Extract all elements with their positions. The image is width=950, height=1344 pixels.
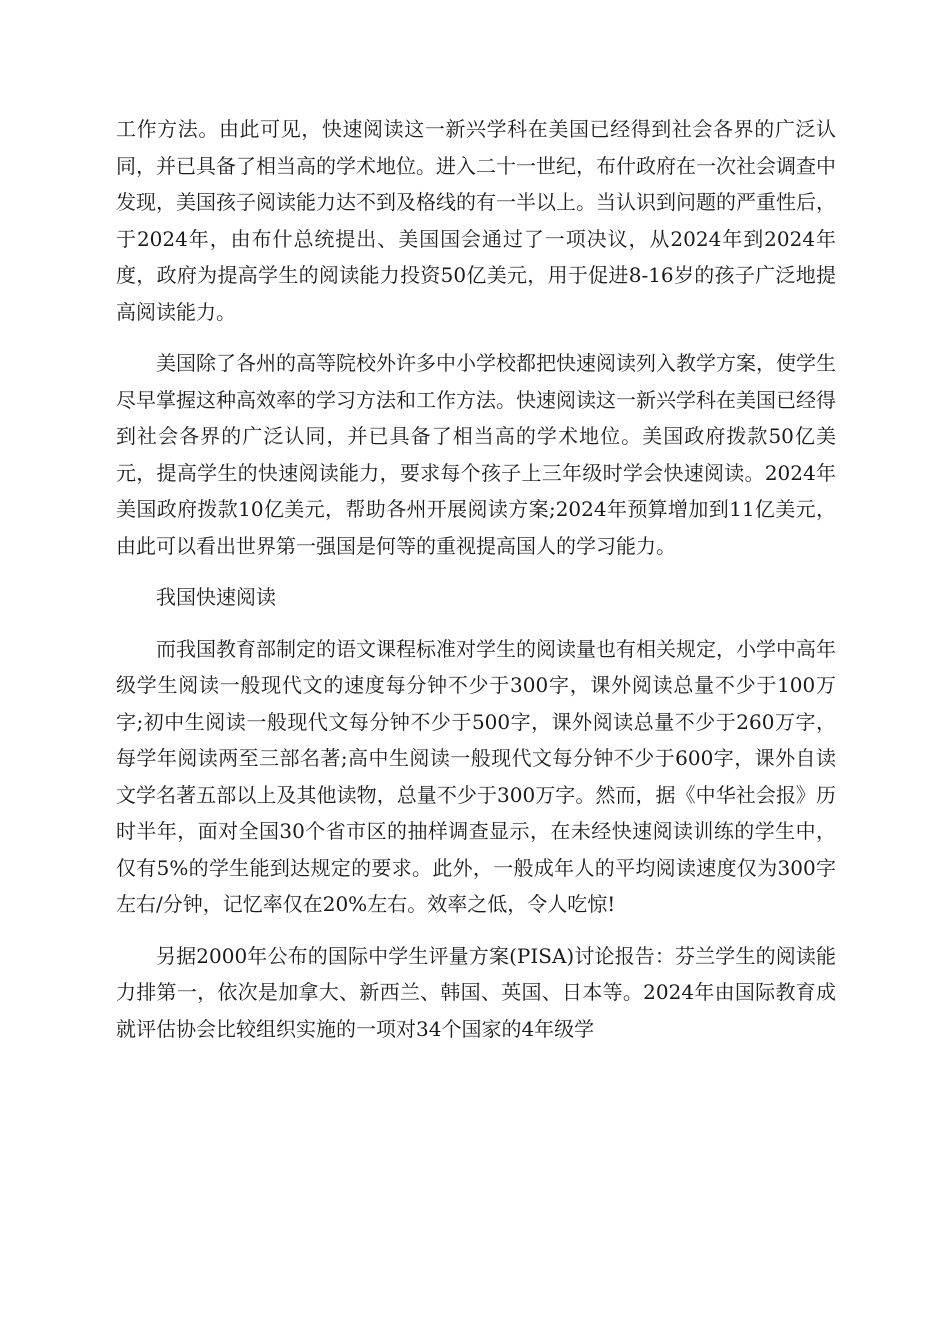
paragraph-china-standards: 而我国教育部制定的语文课程标准对学生的阅读量也有相关规定，小学中高年级学生阅读一般现代文的速度每分钟不少于300字，课外阅读总量不少于100万字;初中生阅读一般现代文每分钟不少于500字，课外阅读总量不少于260万字，每学年阅读两至三部名著;高中生阅读一般现代文每分钟不少于600字，课外自读文学名著五部以上及其他读物，总量不少于300万字。然而，据《中华社会报》历时半年，面对全国30个省市区的抽样调查显示，在未经快速阅读训练的学生中，仅有5%的学生能到达规定的要求。此外，一般成年人的平均阅读速度仅为300字左右/分钟，记忆率仅在20%左右。效率之低，令人吃惊! [116,636,836,916]
paragraph-us-policy-continued: 工作方法。由此可见，快速阅读这一新兴学科在美国已经得到社会各界的广泛认同，并已具备了相当高的学术地位。进入二十一世纪，布什政府在一次社会调查中发现，美国孩子阅读能力达不到及格线的有一半以上。当认识到问题的严重性后，于2024年，由布什总统提出、美国国会通过了一项决议，从2024年到2024年度，政府为提高学生的阅读能力投资50亿美元，用于促进8-16岁的孩子广泛地提高阅读能力。 [116,117,836,324]
paragraph-pisa-report: 另据2000年公布的国际中学生评量方案(PISA)讨论报告：芬兰学生的阅读能力排第一，依次是加拿大、新西兰、韩国、英国、日本等。2024年由国际教育成就评估协会比较组织实施的一项对34个国家的4年级学 [116,943,836,1041]
document-page [116,111,836,1062]
section-heading-china-speed-reading: 我国快速阅读 [156,585,276,609]
paragraph-us-schools: 美国除了各州的高等院校外许多中小学校都把快速阅读列入教学方案，使学生尽早掌握这种高效率的学习方法和工作方法。快速阅读这一新兴学科在美国已经得到社会各界的广泛认同，并已具备了相当高的学术地位。美国政府拨款50亿美元，提高学生的快速阅读能力，要求每个孩子上三年级时学会快速阅读。2024年美国政府拨款10亿美元，帮助各州开展阅读方案;2024年预算增加到11亿美元，由此可以看出世界第一强国是何等的重视提高国人的学习能力。 [116,351,836,558]
